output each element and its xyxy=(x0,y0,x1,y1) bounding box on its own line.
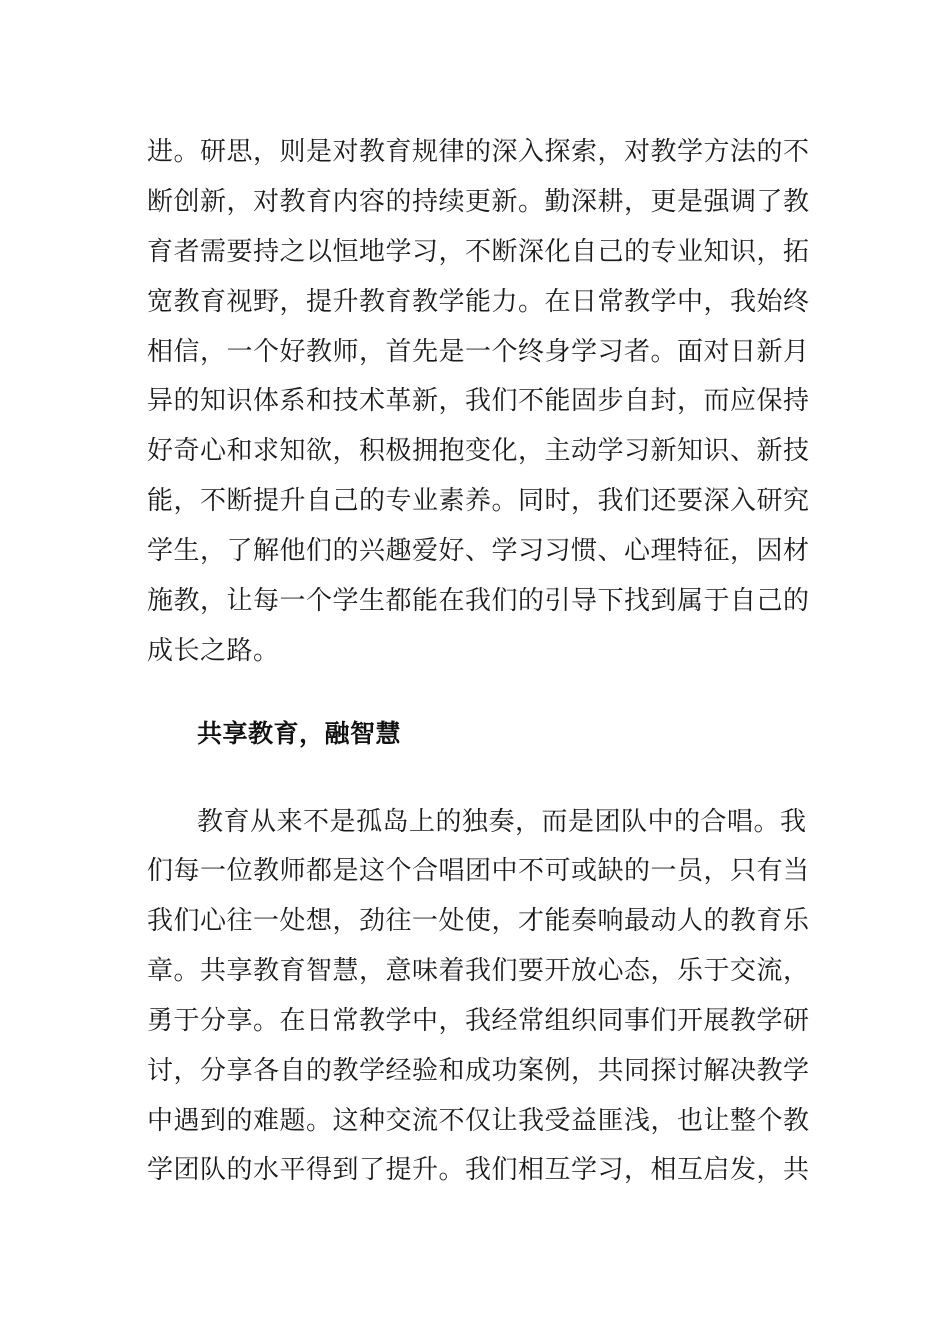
paragraph-line: 断创新，对教育内容的持续更新。勤深耕，更是强调了教 xyxy=(147,187,810,217)
paragraph-line: 教育从来不是孤岛上的独奏，而是团队中的合唱。我 xyxy=(197,807,807,837)
paragraph-line: 相信，一个好教师，首先是一个终身学习者。面对日新月 xyxy=(147,337,810,367)
paragraph-line: 章。共享教育智慧，意味着我们要开放心态，乐于交流， xyxy=(147,956,810,986)
paragraph-line: 异的知识体系和技术革新，我们不能固步自封，而应保持 xyxy=(147,386,810,416)
paragraph-line: 学生，了解他们的兴趣爱好、学习习惯、心理特征，因材 xyxy=(147,536,810,566)
paragraph-line: 成长之路。 xyxy=(147,636,280,666)
paragraph-line: 好奇心和求知欲，积极拥抱变化，主动学习新知识、新技 xyxy=(147,436,810,466)
paragraph-line: 中遇到的难题。这种交流不仅让我受益匪浅，也让整个教 xyxy=(147,1106,810,1136)
paragraph-line: 进。研思，则是对教育规律的深入探索，对教学方法的不 xyxy=(147,137,810,167)
paragraph-line: 们每一位教师都是这个合唱团中不可或缺的一员，只有当 xyxy=(147,856,810,886)
paragraph-line: 能，不断提升自己的专业素养。同时，我们还要深入研究 xyxy=(147,486,810,516)
paragraph-line: 学团队的水平得到了提升。我们相互学习，相互启发，共 xyxy=(147,1155,810,1185)
paragraph-line: 施教，让每一个学生都能在我们的引导下找到属于自己的 xyxy=(147,586,810,616)
paragraph-line: 讨，分享各自的教学经验和成功案例，共同探讨解决教学 xyxy=(147,1056,810,1086)
section-heading: 共享教育，融智慧 xyxy=(197,719,402,748)
paragraph-line: 勇于分享。在日常教学中，我经常组织同事们开展教学研 xyxy=(147,1006,810,1036)
paragraph-line: 我们心往一处想，劲往一处使，才能奏响最动人的教育乐 xyxy=(147,906,810,936)
paragraph-line: 宽教育视野，提升教育教学能力。在日常教学中，我始终 xyxy=(147,287,810,317)
paragraph-line: 育者需要持之以恒地学习，不断深化自己的专业知识，拓 xyxy=(147,237,810,267)
